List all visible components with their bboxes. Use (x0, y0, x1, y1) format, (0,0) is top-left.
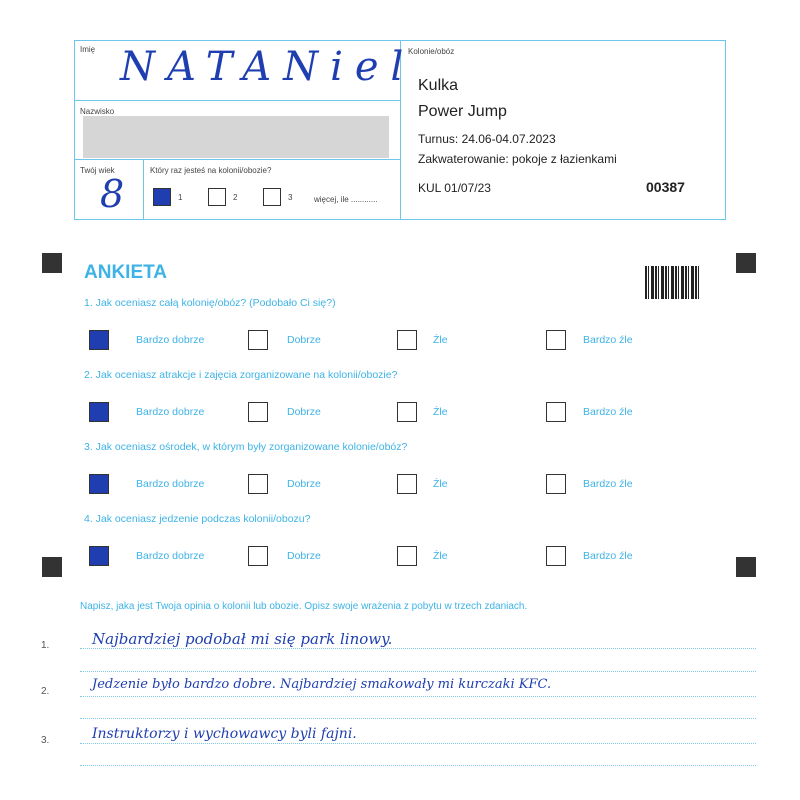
rating-option-label: Dobrze (287, 406, 321, 418)
rating-option-label: Źle (433, 478, 448, 490)
registration-marker-bottom-right (736, 557, 756, 577)
ktory-option-1-checkbox[interactable] (153, 188, 171, 206)
imie-value[interactable]: NATANiel (120, 44, 416, 90)
header-divider-3 (143, 159, 144, 220)
question-text: 4. Jak oceniasz jedzenie podczas kolonii/obozu? (84, 513, 311, 525)
rating-checkbox-4[interactable] (546, 402, 566, 422)
nazwisko-label: Nazwisko (80, 107, 115, 116)
rating-option-label: Bardzo źle (583, 550, 633, 562)
question-text: 3. Jak oceniasz ośrodek, w którym były zorganizowane kolonie/obóz? (84, 441, 408, 453)
rating-checkbox-2[interactable] (248, 330, 268, 350)
rating-checkbox-2[interactable] (248, 546, 268, 566)
wiek-label: Twój wiek (80, 166, 115, 175)
rating-checkbox-4[interactable] (546, 474, 566, 494)
rating-checkbox-4[interactable] (546, 330, 566, 350)
dotted-rule (80, 718, 756, 719)
rating-checkbox-1[interactable] (89, 402, 109, 422)
ktory-option-4-label: więcej, ile ............ (314, 195, 378, 204)
kolonie-label: Kolonie/obóz (408, 47, 455, 56)
rating-option-label: Bardzo dobrze (136, 550, 205, 562)
zakwaterowanie-text: Zakwaterowanie: pokoje z łazienkami (418, 152, 617, 166)
rating-option-label: Dobrze (287, 550, 321, 562)
rating-checkbox-3[interactable] (397, 546, 417, 566)
opinion-line-text: Instruktorzy i wychowawcy byli fajni. (92, 726, 357, 742)
rating-option-label: Dobrze (287, 478, 321, 490)
registration-marker-bottom-left (42, 557, 62, 577)
rating-option-label: Źle (433, 406, 448, 418)
form-number: 00387 (646, 179, 685, 195)
dotted-rule (80, 743, 756, 744)
ktory-option-2-checkbox[interactable] (208, 188, 226, 206)
registration-marker-top-right (736, 253, 756, 273)
ktory-option-2-label: 2 (233, 193, 238, 202)
rating-checkbox-1[interactable] (89, 474, 109, 494)
rating-option-label: Bardzo dobrze (136, 406, 205, 418)
rating-option-label: Bardzo źle (583, 406, 633, 418)
question-text: 2. Jak oceniasz atrakcje i zajęcia zorganizowane na kolonii/obozie? (84, 369, 398, 381)
wiek-value[interactable]: 8 (100, 172, 125, 216)
rating-option-label: Źle (433, 550, 448, 562)
survey-title: ANKIETA (84, 262, 168, 283)
camp-name: Kulka (418, 77, 459, 94)
header-divider-1 (74, 100, 400, 101)
dotted-rule (80, 696, 756, 697)
rating-option-label: Dobrze (287, 334, 321, 346)
imie-label: Imię (80, 45, 96, 54)
rating-option-label: Bardzo dobrze (136, 478, 205, 490)
camp-program: Power Jump (418, 103, 507, 120)
rating-checkbox-3[interactable] (397, 474, 417, 494)
turnus-text: Turnus: 24.06-04.07.2023 (418, 132, 556, 146)
rating-checkbox-1[interactable] (89, 546, 109, 566)
opinion-line-text: Jedzenie było bardzo dobre. Najbardziej smakowały mi kurczaki KFC. (92, 677, 552, 692)
rating-option-label: Bardzo źle (583, 334, 633, 346)
rating-checkbox-1[interactable] (89, 330, 109, 350)
rating-option-label: Bardzo dobrze (136, 334, 205, 346)
rating-checkbox-3[interactable] (397, 330, 417, 350)
registration-marker-top-left (42, 253, 62, 273)
opinion-line-text: Najbardziej podobał mi się park linowy. (92, 630, 393, 648)
header-divider-2 (74, 159, 400, 160)
ktory-option-3-label: 3 (288, 193, 293, 202)
rating-checkbox-2[interactable] (248, 402, 268, 422)
opinion-line-number: 3. (41, 735, 50, 746)
dotted-rule (80, 671, 756, 672)
nazwisko-redacted (83, 116, 389, 158)
camp-code: KUL 01/07/23 (418, 181, 491, 195)
question-text: 1. Jak oceniasz całą kolonię/obóz? (Podobało Ci się?) (84, 297, 336, 309)
opinion-line-number: 1. (41, 640, 50, 651)
opinion-prompt: Napisz, jaka jest Twoja opinia o kolonii lub obozie. Opisz swoje wrażenia z pobytu w trzech zdaniach. (80, 601, 528, 612)
ktory-option-3-checkbox[interactable] (263, 188, 281, 206)
barcode-icon (645, 266, 701, 299)
rating-checkbox-4[interactable] (546, 546, 566, 566)
ktory-label: Który raz jesteś na kolonii/obozie? (150, 166, 272, 175)
rating-option-label: Źle (433, 334, 448, 346)
opinion-line-number: 2. (41, 686, 50, 697)
dotted-rule (80, 765, 756, 766)
rating-checkbox-2[interactable] (248, 474, 268, 494)
rating-checkbox-3[interactable] (397, 402, 417, 422)
ktory-option-1-label: 1 (178, 193, 183, 202)
dotted-rule (80, 648, 756, 649)
rating-option-label: Bardzo źle (583, 478, 633, 490)
